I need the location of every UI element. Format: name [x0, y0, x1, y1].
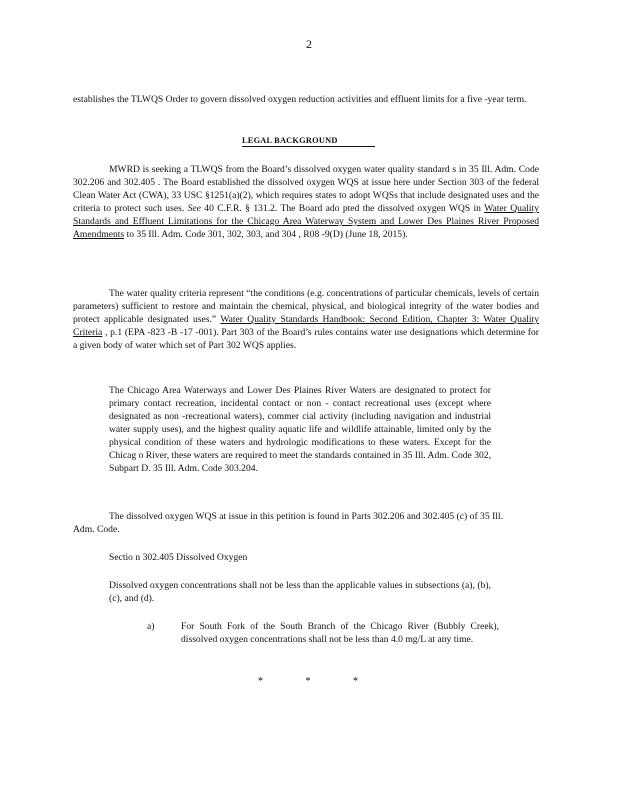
- paragraph-mwrd: [73, 163, 539, 241]
- ellipsis-stars: [258, 676, 358, 687]
- paragraph-criteria: [73, 287, 539, 352]
- paragraph-text: The water quality criteria represent “the conditions (e.g. concentrations of particular chemicals, levels of certain parameters) sufficient to restore and maintain the chemical, physical, and biological integrity of the water bodies and protect applicable designated uses.”: [73, 288, 539, 325]
- section-title: Sectio n 302.405 Dissolved Oxygen: [109, 552, 248, 563]
- page-number: 2: [306, 37, 312, 51]
- star: *: [353, 676, 358, 687]
- block-quote: The Chicago Area Waterways and Lower Des Plaines River Waters are designated to protect for primary contact recreation, incidental contact or non - contact recreational uses (except where designated as non -recreational waters), commer cial activity (including navigation and industrial water supply uses), and the highest quality aquatic life and wildlife attainable, limited only by the physical condition of these waters and hydrologic modifications to these waters. Except for the Chicag o River, these waters are required to meet the standards contained in 35 Ill. Adm. Code 302, Subpart D. 35 Ill. Adm. Code 303.204.: [109, 385, 491, 474]
- rulemaking-title: Water Quality Standards and Effluent Limitations for the Chicago Area Waterway System and Lower Des Plaines River Proposed Amendments: [73, 203, 539, 240]
- paragraph-text: , p.1 (EPA -823 -B -17 -001). Part 303 of the Board’s rules contains water use designations which determine for a given body of water which set of Part 302 WQS applies.: [73, 327, 539, 351]
- star: *: [305, 676, 311, 687]
- subsection-text: For South Fork of the South Branch of the Chicago River (Bubbly Creek), dissolved oxygen concentrations shall not be less than 4.0 mg/L at any time.: [181, 621, 499, 645]
- section-intro: Dissolved oxygen concentrations shall not be less than the applicable values in subsections (a), (b), (c), and (d).: [109, 580, 491, 604]
- paragraph-text: MWRD is seeking a TLWQS from the Board’s dissolved oxygen water quality standard s in 35 Ill. Adm. Code 302.206 and 302.405 . The Board established the dissolved oxygen WQS at issue here under Section 303 of the federal Clean Water Act (CWA), 33 USC §1251(a)(2), which requires states to adopt WQSs that include designated uses and the criteria to protect such uses.: [73, 164, 539, 214]
- paragraph-text: to 35 Ill. Adm. Code 301, 302, 303, and 304 , R08 -9(D) (June 18, 2015).: [124, 229, 408, 240]
- section-heading: LEGAL BACKGROUND: [242, 136, 375, 147]
- handbook-title: Water Quality Standards Handbook: Second Edition, Chapter 3: Water Quality Criteria: [73, 314, 539, 338]
- subsection-label: a): [147, 621, 155, 632]
- paragraph-dissolved-oxygen: The dissolved oxygen WQS at issue in this petition is found in Parts 302.206 and 302.405 (c) of 35 Ill. Adm. Code.: [73, 511, 503, 535]
- paragraph-text: 40 C.F.R. § 131.2. The Board ado pted the dissolved oxygen WQS in: [200, 203, 485, 214]
- citation-signal: See: [187, 203, 201, 214]
- star: *: [258, 676, 263, 687]
- intro-paragraph: establishes the TLWQS Order to govern dissolved oxygen reduction activities and effluent limits for a five -year term.: [73, 94, 527, 105]
